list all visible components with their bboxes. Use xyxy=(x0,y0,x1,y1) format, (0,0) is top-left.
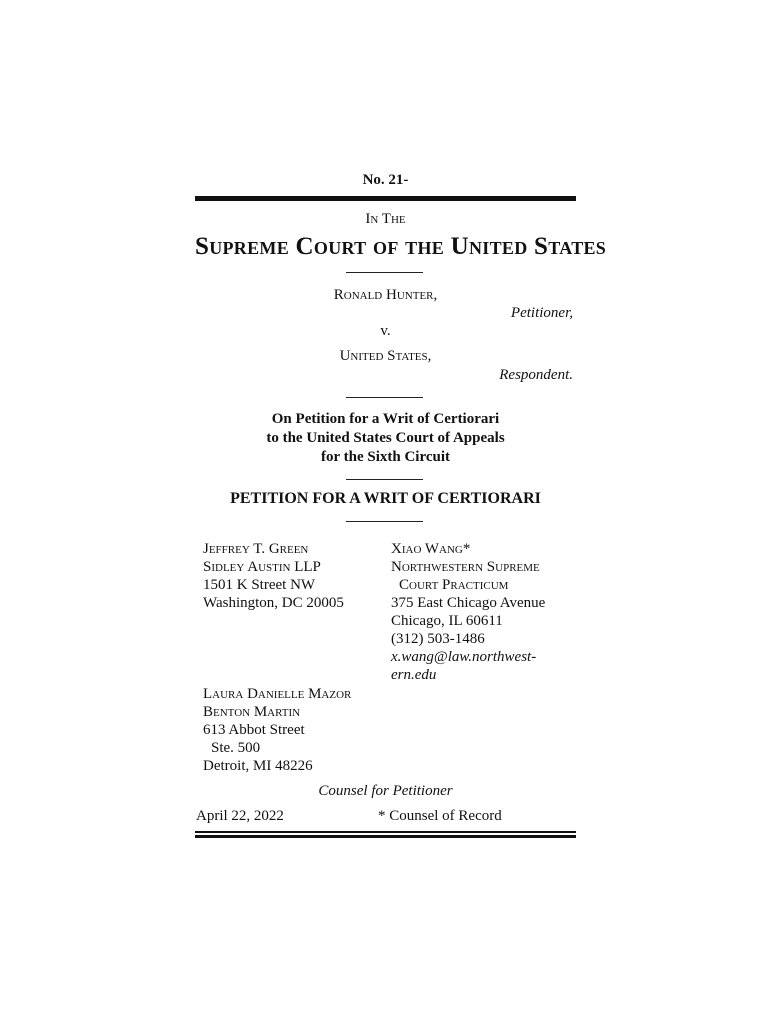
docket-number: No. 21- xyxy=(362,172,409,188)
on-petition-line-2: to the United States Court of Appeals xyxy=(266,430,505,446)
respondent-name: United States, xyxy=(339,348,432,364)
counsel-right-phone: (312) 503-1486 xyxy=(391,631,485,647)
petition-title: PETITION FOR A WRIT OF CERTIORARI xyxy=(230,490,541,507)
on-petition-block xyxy=(195,410,576,467)
counsel-address-street: 1501 K Street NW xyxy=(203,577,316,593)
respondent-role: Respondent. xyxy=(499,367,573,383)
counsel-org-line-2: Court Practicum xyxy=(399,577,509,593)
on-petition-line-3: for the Sixth Circuit xyxy=(320,449,451,465)
counsel-right-city: Chicago, IL 60611 xyxy=(391,613,503,629)
counsel-address-abbot: 613 Abbot Street xyxy=(203,722,305,738)
court-name: Supreme Court of the United States xyxy=(195,233,607,260)
counsel-name-martin: Benton Martin xyxy=(203,704,301,720)
counsel-email-line-1[interactable]: x.wang@law.northwest- xyxy=(391,649,537,665)
petitioner-name: Ronald Hunter, xyxy=(333,287,438,303)
counsel-name-green: Jeffrey T. Green xyxy=(203,541,309,557)
counsel-right-street: 375 East Chicago Avenue xyxy=(391,595,546,611)
counsel-left-block-2 xyxy=(203,685,351,775)
bottom-rule-thin xyxy=(195,831,576,833)
divider-2 xyxy=(346,397,423,398)
petitioner-role: Petitioner, xyxy=(510,305,573,321)
filing-date: April 22, 2022 xyxy=(196,808,284,824)
top-thick-rule xyxy=(195,196,576,201)
divider-4 xyxy=(346,521,423,522)
counsel-name-wang: Xiao Wang* xyxy=(391,541,471,557)
counsel-right-block xyxy=(391,540,545,684)
versus: v. xyxy=(380,323,391,339)
on-petition-line-1: On Petition for a Writ of Certiorari xyxy=(271,411,500,427)
counsel-firm-sidley: Sidley Austin LLP xyxy=(203,559,321,575)
counsel-left-block-1 xyxy=(203,540,344,612)
counsel-address-city: Washington, DC 20005 xyxy=(203,595,344,611)
court-prefix: In The xyxy=(365,211,406,227)
divider-1 xyxy=(346,272,423,273)
counsel-email-line-2[interactable]: ern.edu xyxy=(391,667,437,683)
counsel-address-detroit: Detroit, MI 48226 xyxy=(203,758,313,774)
bottom-rule-thick xyxy=(195,835,576,838)
counsel-org-line-1: Northwestern Supreme xyxy=(391,559,540,575)
counsel-for-petitioner: Counsel for Petitioner xyxy=(318,783,453,799)
divider-3 xyxy=(346,479,423,480)
counsel-address-suite: Ste. 500 xyxy=(211,740,261,756)
counsel-name-mazor: Laura Danielle Mazor xyxy=(203,686,352,702)
counsel-of-record-note: * Counsel of Record xyxy=(378,808,502,824)
